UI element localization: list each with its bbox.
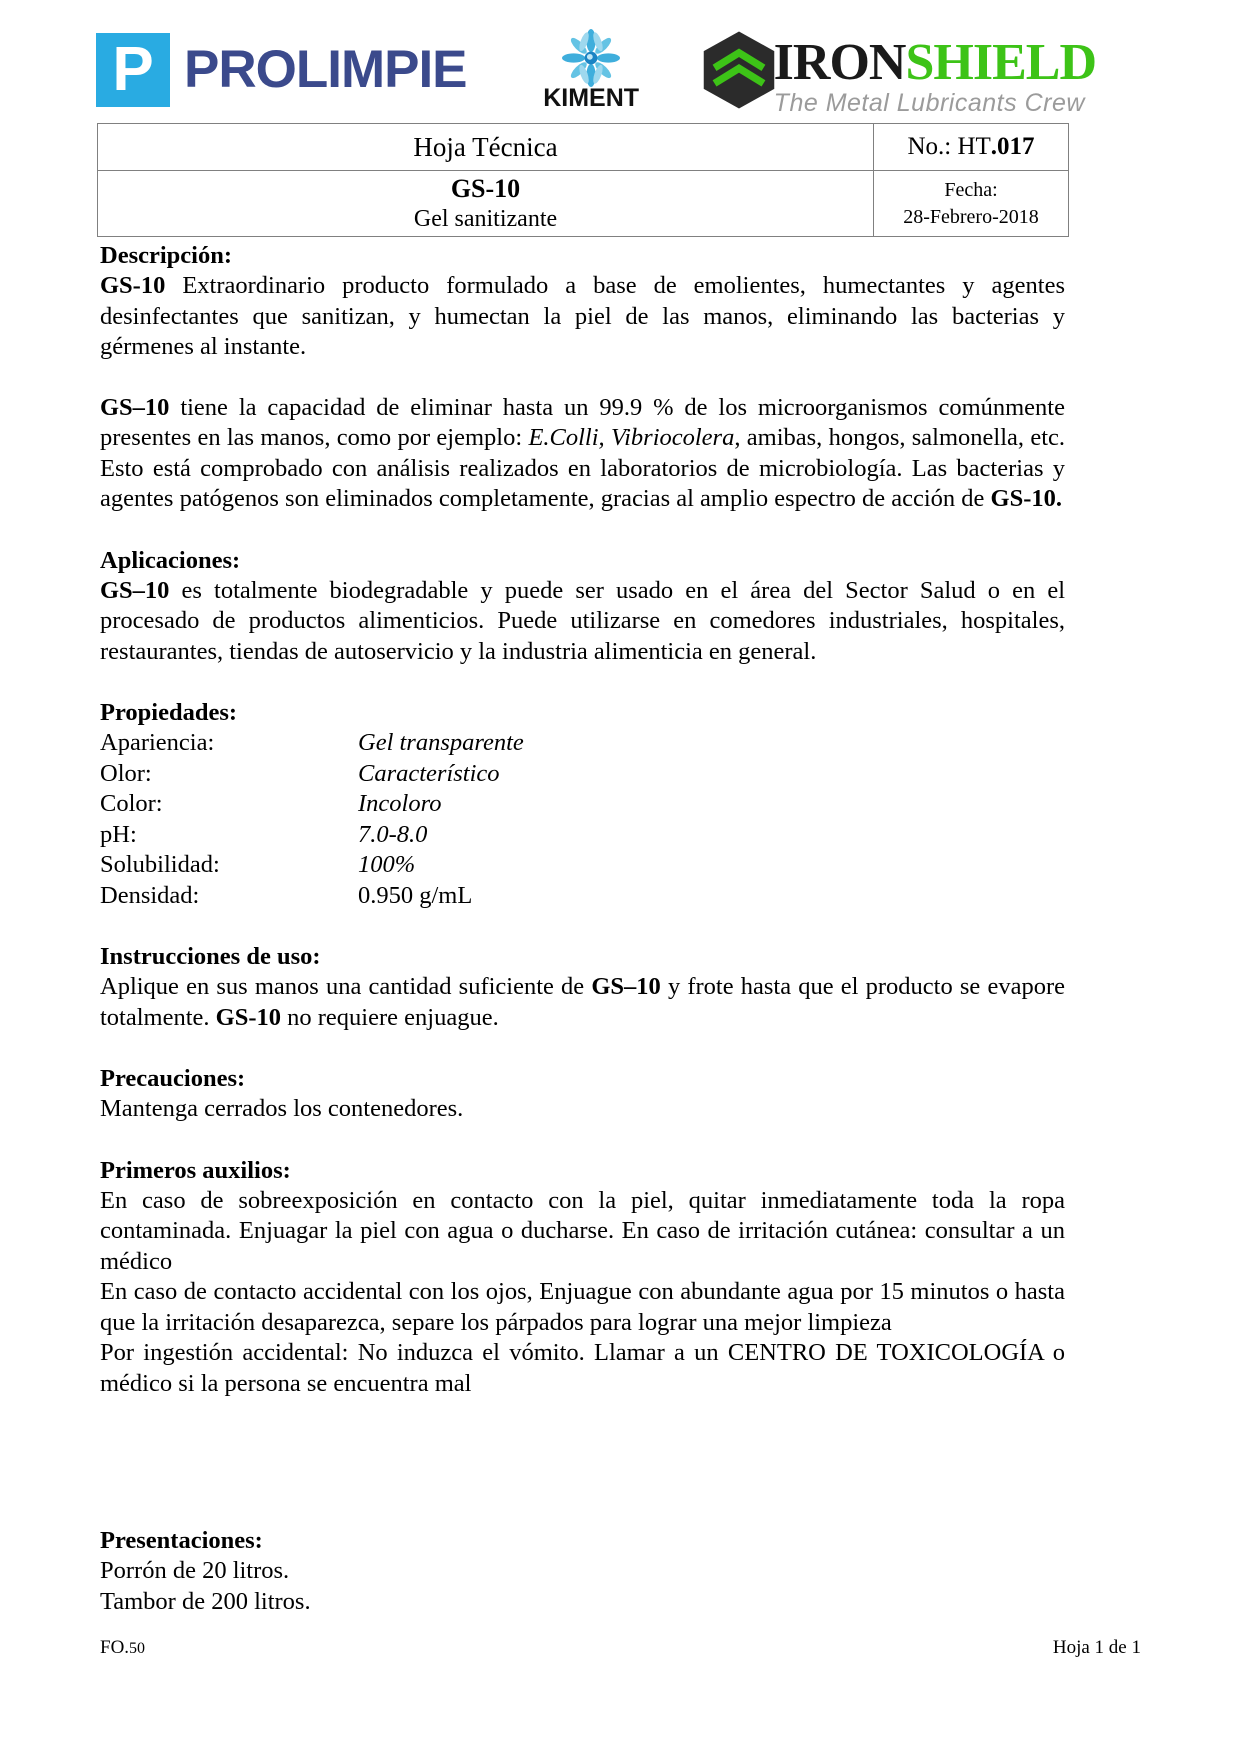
propiedad-value-densidad: 0.950 g/mL [358,881,473,909]
spacer [100,911,1065,941]
descripcion-p2-organisms: E.Colli, Vibriocolera [528,424,735,451]
propiedad-value-olor: Característico [358,759,500,787]
kiment-star-icon [562,29,620,87]
descripcion-p2-text-b: , amibas, hongos, salmonella, etc. Esto está comprobado con análisis realizados en laboratorios de microbiología. Las bacterias y agentes patógenos son eliminados completamente, gracias al amplio espectro de acción de [100,424,1065,512]
header-product-code: GS-10 [450,174,521,203]
propiedad-key-ph: pH: [100,820,137,848]
ironshield-word-iron: IRON [773,34,906,91]
spacer [100,363,1065,393]
propiedad-value-apariencia: Gel transparente [358,729,524,756]
propiedad-value-solubilidad: 100% [358,851,416,878]
prolimpie-mark-letter: P [112,35,154,104]
spacer [100,515,1065,545]
propiedad-key-color: Color: [100,790,163,817]
table-row [100,881,1065,912]
table-row [100,759,1065,790]
presentaciones-item-2: Tambor de 200 litros. [100,1587,311,1615]
prolimpie-wordmark: PROLIMPIE [184,40,467,99]
aplicaciones-paragraph [100,576,1065,668]
header-product-cell [98,171,874,237]
footer-form-number: 50 [129,1640,146,1657]
ironshield-text-block [774,27,1096,117]
header-product-name: Gel sanitizante [413,206,558,232]
presentaciones-item-1: Porrón de 20 litros. [100,1557,290,1584]
descripcion-p1-product: GS-10 [100,272,166,299]
primeros-auxilios-paragraph-2: En caso de contacto accidental con los ojos, Enjuague con abundante agua por 15 minutos o hasta que la irritación desaparezca, separe los párpados para lograr una mejor limpieza [100,1278,1065,1336]
table-row [100,789,1065,820]
descripcion-p2-product-end: GS-10. [990,485,1062,512]
propiedad-value-color: Incoloro [358,790,442,817]
propiedades-table [100,728,1065,911]
ironshield-word-shield: SHIELD [905,34,1096,91]
section-heading-precauciones: Precauciones: [100,1065,246,1092]
ironshield-logo [698,27,1096,117]
section-heading-primeros-auxilios: Primeros auxilios: [100,1156,291,1184]
spacer-large [100,1399,1065,1525]
header-row-product [98,171,1069,237]
footer-form-prefix: FO. [100,1637,130,1658]
header-doc-number-value: .017 [990,133,1035,160]
descripcion-p1-text: Extraordinario producto formulado a base de emolientes, humectantes y agentes desinfectantes que sanitizan, y humectan la piel de las manos, eliminando las bacterias y gérmenes al instante. [100,272,1065,360]
spacer [100,1125,1065,1155]
section-heading-aplicaciones: Aplicaciones: [100,546,241,574]
propiedad-key-solubilidad: Solubilidad: [100,851,220,878]
table-row [100,728,1065,759]
header-doc-number-cell [874,124,1069,171]
table-row [100,820,1065,851]
propiedad-key-densidad: Densidad: [100,881,200,909]
instrucciones-product-1: GS–10 [591,973,661,1000]
table-row [100,850,1065,881]
section-heading-instrucciones: Instrucciones de uso: [100,943,321,970]
header-date-cell [874,171,1069,237]
descripcion-paragraph-2 [100,393,1065,515]
footer-page-number: Hoja 1 de 1 [1052,1637,1141,1658]
section-heading-presentaciones: Presentaciones: [100,1527,263,1554]
descripcion-p2-product: GS–10 [100,393,170,421]
section-heading-propiedades: Propiedades: [100,699,238,726]
aplicaciones-product: GS–10 [100,576,170,604]
descripcion-p2-text-a: tiene la capacidad de eliminar hasta un 99.9 % de los microorganismos comúnmente presentes en las manos, como por ejemplo: [100,393,1065,451]
ironshield-tagline: The Metal Lubricants Crew [773,89,1085,117]
header-date-label: Fecha: [944,178,998,201]
instrucciones-text-1: Aplique en sus manos una cantidad suficiente de [100,973,592,1000]
instrucciones-paragraph [100,972,1065,1033]
propiedad-value-ph: 7.0-8.0 [358,820,428,848]
descripcion-paragraph-1 [100,271,1065,363]
logo-bar [96,22,1096,118]
aplicaciones-text: es totalmente biodegradable y puede ser usado en el área del Sector Salud o en el procesado de productos alimenticios. Puede utilizarse en comedores industriales, hospitales, restaurantes, tiendas de autoservicio y la industria alimenticia en general. [100,576,1065,665]
spacer [100,1033,1065,1063]
propiedad-key-apariencia: Apariencia: [100,729,215,756]
ironshield-wordmark [773,34,1096,91]
footer-form-code [100,1636,145,1661]
header-doc-type-cell: Hoja Técnica [98,124,874,171]
instrucciones-product-2: GS-10 [215,1003,282,1031]
header-doc-number-label: No.: HT [907,133,991,160]
kiment-wordmark: KIMENT [543,84,640,112]
ironshield-hexagon-chevron-icon [698,29,780,111]
header-row-title [98,124,1069,171]
document-body [100,240,1065,1617]
primeros-auxilios-paragraph-1: En caso de sobreexposición en contacto con la piel, quitar inmediatamente toda la ropa contaminada. Enjuagar la piel con agua o ducharse. En caso de irritación cutánea: consultar a un médico [100,1186,1065,1275]
section-heading-descripcion: Descripción: [100,242,232,269]
propiedad-key-olor: Olor: [100,759,152,787]
primeros-auxilios-paragraph-3: Por ingestión accidental: No induzca el vómito. Llamar a un CENTRO DE TOXICOLOGÍA o médico si la persona se encuentra mal [100,1339,1065,1397]
header-date-value: 28-Febrero-2018 [903,205,1039,228]
instrucciones-text-3: no requiere enjuague. [281,1003,499,1031]
instrucciones-text-2: y frote hasta que el producto se evapore totalmente. [100,973,1065,1031]
spacer [100,667,1065,697]
precauciones-text: Mantenga cerrados los contenedores. [100,1095,464,1122]
kiment-logo [541,29,642,111]
prolimpie-mark-icon [96,33,170,107]
document-header-table [97,123,1069,237]
prolimpie-logo [96,33,467,107]
